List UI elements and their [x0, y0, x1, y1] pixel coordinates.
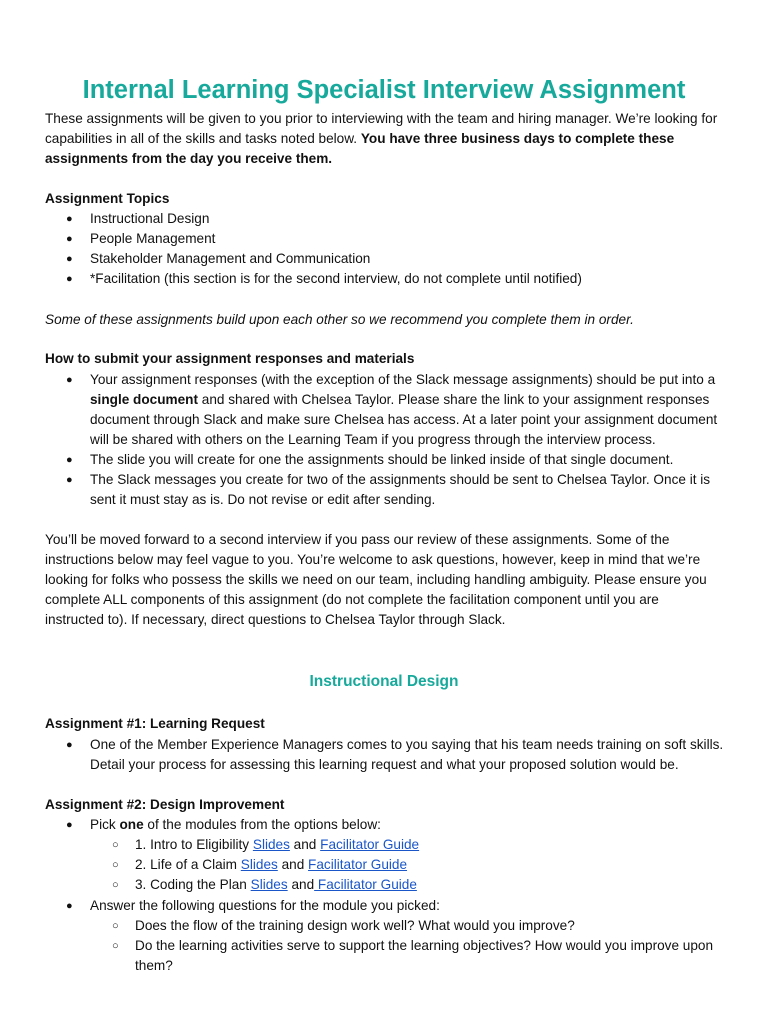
- facilitator-guide-link[interactable]: Facilitator Guide: [308, 857, 408, 872]
- order-note: Some of these assignments build upon each other so we recommend you complete them in order.: [45, 312, 634, 327]
- topic-item: People Management: [90, 231, 216, 246]
- bullet-icon: ●: [66, 900, 73, 912]
- assignment-2-heading: Assignment #2: Design Improvement: [45, 797, 285, 812]
- question-1: Does the flow of the training design work well? What would you improve?: [135, 918, 575, 933]
- bullet-icon: ●: [66, 374, 73, 386]
- bullet-icon: ●: [66, 213, 73, 225]
- submit-item-1-line: Your assignment responses (with the exception of the Slack message assignments) should be put into a: [90, 372, 716, 387]
- pick-instruction: [90, 815, 381, 835]
- forward-line: complete ALL components of this assignment (do not complete the facilitation component until you are: [45, 592, 659, 607]
- bullet-icon: ●: [66, 474, 73, 486]
- module-and: and: [277, 857, 309, 872]
- module-option-1: [135, 835, 419, 855]
- module-label: 3. Coding the Plan: [135, 877, 251, 892]
- single-document-text: single document: [90, 392, 199, 407]
- bullet-icon: ●: [66, 454, 73, 466]
- submit-item-1-line: [90, 390, 709, 410]
- bullet-icon: ●: [66, 233, 73, 245]
- submit-heading: How to submit your assignment responses and materials: [45, 351, 415, 366]
- facilitator-guide-link[interactable]: Facilitator Guide: [320, 837, 420, 852]
- intro-deadline-text: You have three business days to complete these: [360, 131, 675, 146]
- answer-instruction: Answer the following questions for the module you picked:: [90, 898, 440, 913]
- sub-bullet-icon: ○: [112, 920, 119, 932]
- intro-line-1: These assignments will be given to you prior to interviewing with the team and hiring manager. We’re looking for: [45, 111, 718, 126]
- question-2-line: them?: [135, 958, 173, 973]
- slides-link[interactable]: Slides: [250, 877, 288, 892]
- pick-text: Pick: [90, 817, 120, 832]
- forward-line: You’ll be moved forward to a second interview if you pass our review of these assignments. Some of the: [45, 532, 670, 547]
- topic-item: *Facilitation (this section is for the second interview, do not complete until notified): [90, 271, 582, 286]
- sub-bullet-icon: ○: [112, 839, 119, 851]
- submit-item-3-line: The Slack messages you create for two of the assignments should be sent to Chelsea Taylor. Once it is: [90, 472, 711, 487]
- slides-link[interactable]: Slides: [240, 857, 278, 872]
- assignment-1-line: Detail your process for assessing this learning request and what your proposed solution would be.: [90, 757, 679, 772]
- forward-line: instructed to). If necessary, direct questions to Chelsea Taylor through Slack.: [45, 612, 506, 627]
- submit-item-1-line: will be shared with others on the Learning Team if you progress through the interview process.: [90, 432, 656, 447]
- facilitator-guide-link[interactable]: Facilitator Guide: [314, 877, 417, 892]
- topics-heading: Assignment Topics: [45, 191, 170, 206]
- sub-bullet-icon: ○: [112, 940, 119, 952]
- assignment-1-line: One of the Member Experience Managers comes to you saying that his team needs training on soft skills.: [90, 737, 724, 752]
- module-label: 2. Life of a Claim: [135, 857, 241, 872]
- intro-line-2-text: capabilities in all of the skills and tasks noted below.: [45, 131, 358, 146]
- module-label: 1. Intro to Eligibility: [135, 837, 253, 852]
- section-heading-instructional-design: Instructional Design: [309, 673, 459, 690]
- topic-item: Instructional Design: [90, 211, 210, 226]
- module-option-3: [135, 875, 417, 895]
- bullet-icon: ●: [66, 739, 73, 751]
- topic-item: Stakeholder Management and Communication: [90, 251, 371, 266]
- submit-item-3-line: sent it must stay as is. Do not revise or edit after sending.: [90, 492, 436, 507]
- intro-line-2: [45, 129, 674, 149]
- forward-line: instructions below may feel vague to you. You’re welcome to ask questions, however, keep in mind that we’re: [45, 552, 701, 567]
- question-2-line: Do the learning activities serve to support the learning objectives? How would you improve upon: [135, 938, 714, 953]
- submit-item-1-text: and shared with Chelsea Taylor. Please share the link to your assignment responses: [198, 392, 710, 407]
- bullet-icon: ●: [66, 273, 73, 285]
- pick-one-text: one: [119, 817, 144, 832]
- submit-item-2: The slide you will create for one the assignments should be linked inside of that single document.: [90, 452, 674, 467]
- module-and: and: [289, 837, 321, 852]
- pick-text-rest: of the modules from the options below:: [143, 817, 381, 832]
- bullet-icon: ●: [66, 253, 73, 265]
- document-title: Internal Learning Specialist Interview Assignment: [82, 76, 686, 104]
- assignment-1-heading: Assignment #1: Learning Request: [45, 716, 265, 731]
- module-and: and: [287, 877, 315, 892]
- bullet-icon: ●: [66, 819, 73, 831]
- sub-bullet-icon: ○: [112, 879, 119, 891]
- sub-bullet-icon: ○: [112, 859, 119, 871]
- submit-item-1-line: document through Slack and make sure Chelsea has access. At a later point your assignment document: [90, 412, 718, 427]
- module-option-2: [135, 855, 407, 875]
- slides-link[interactable]: Slides: [252, 837, 290, 852]
- forward-line: looking for folks who possess the skills we need on our team, including handling ambiguity. Please ensure you: [45, 572, 707, 587]
- intro-deadline-text-2: assignments from the day you receive them.: [45, 151, 333, 166]
